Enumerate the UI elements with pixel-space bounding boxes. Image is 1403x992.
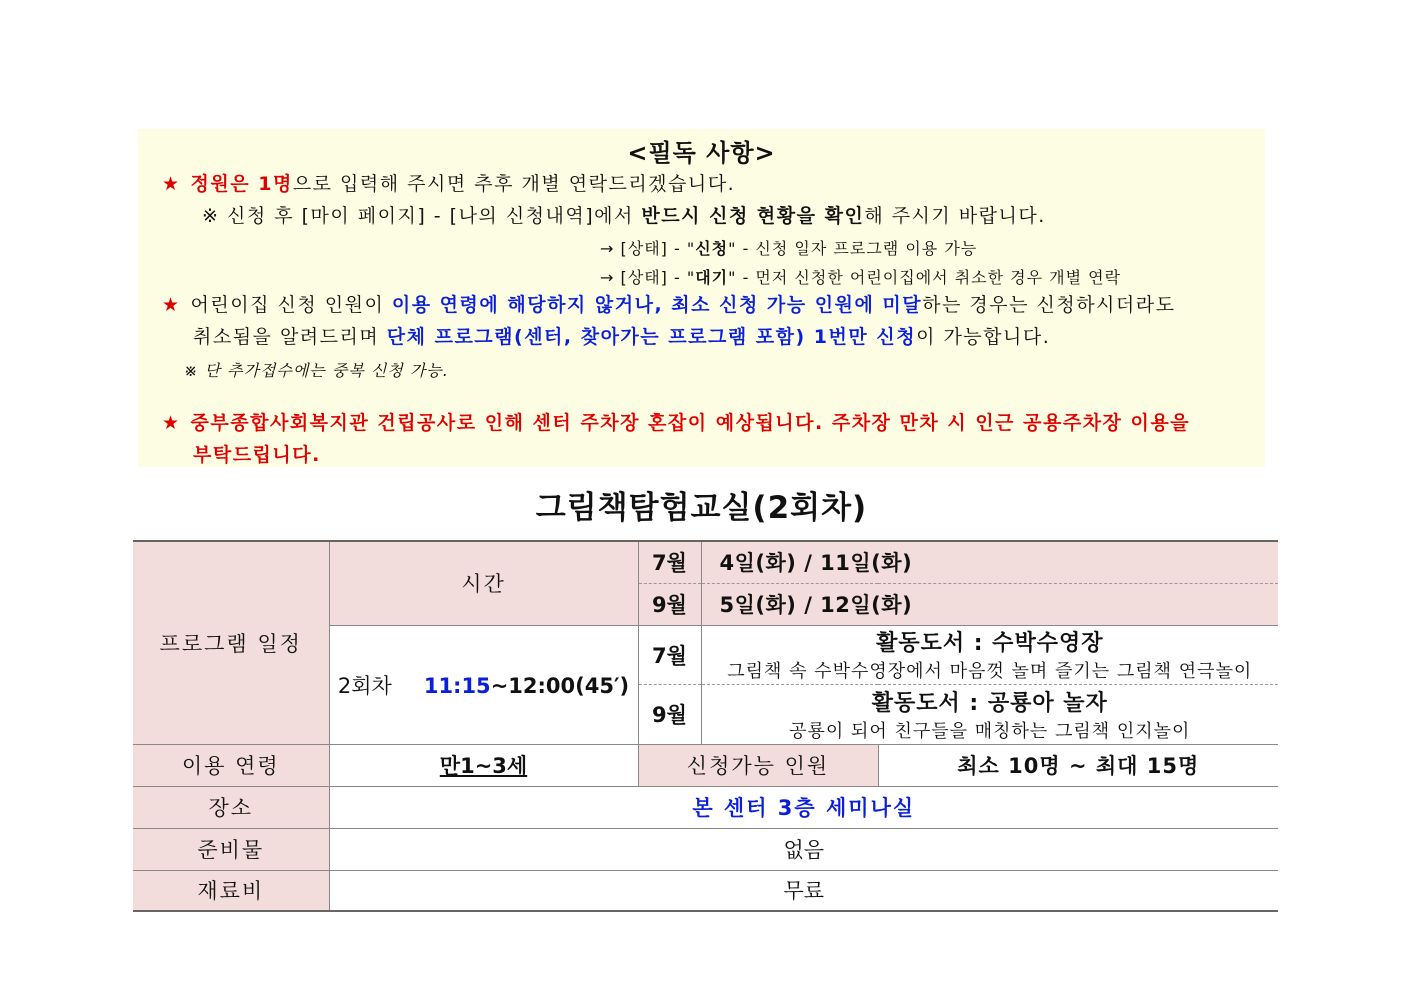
month-label: 9월 <box>638 684 701 744</box>
program-title: 그림책탐험교실(2회차) <box>535 490 868 526</box>
month-label: 7월 <box>638 625 701 684</box>
activity-desc: 그림책 속 수박수영장에서 마음껏 놀며 즐기는 그림책 연극놀이 <box>727 661 1253 682</box>
place-value: 본 센터 3층 세미나실 <box>329 786 1278 828</box>
notice-line-extra: ※ 단 추가접수에는 중복 신청 가능. <box>184 361 449 380</box>
star-icon: ★ <box>162 173 181 195</box>
place-label: 장소 <box>133 786 329 828</box>
notice-line-parking: ★ 중부종합사회복지관 건립공사로 인해 센터 주차장 혼잡이 예상됩니다. 주차장 만차 시 인근 공용주차장 이용을 <box>162 412 1191 434</box>
supplies-label: 준비물 <box>133 828 329 870</box>
age-label: 이용 연령 <box>133 744 329 786</box>
activity-cell <box>701 684 1278 744</box>
notice-line-age: ★ 어린이집 신청 인원이 이용 연령에 해당하지 않거나, 최소 신청 가능 인원에 미달하는 경우는 신청하시더라도 <box>162 294 1176 316</box>
notice-line-status-apply: → [상태] - "신청" - 신청 일자 프로그램 이용 가능 <box>600 239 978 258</box>
star-icon: ★ <box>162 294 181 316</box>
month-dates: 4일(화) / 11일(화) <box>701 541 1278 583</box>
notice-title: <필독 사항> <box>627 139 776 167</box>
month-label: 9월 <box>638 583 701 625</box>
notice-line-cancel: 취소됨을 알려드리며 단체 프로그램(센터, 찾아가는 프로그램 포함) 1번만 신청이 가능합니다. <box>193 326 1051 348</box>
program-table <box>133 540 1278 912</box>
notice-line-capacity: ★ 정원은 1명으로 입력해 주시면 추후 개별 연락드리겠습니다. <box>162 173 736 195</box>
activity-book: 활동도서 : 수박수영장 <box>876 631 1104 656</box>
activity-desc: 공룡이 되어 친구들을 매칭하는 그림책 인지놀이 <box>789 720 1191 742</box>
time-label: 시간 <box>329 541 638 625</box>
fee-value: 무료 <box>329 870 1278 911</box>
age-value: 만1~3세 <box>329 744 638 786</box>
activity-cell <box>701 625 1278 684</box>
star-icon: ★ <box>162 412 181 434</box>
session-time: 2회차 11:15~12:00(45′) <box>329 625 638 744</box>
notice-box <box>138 129 1265 467</box>
notice-line-mypage: ※ 신청 후 [마이 페이지] - [나의 신청내역]에서 반드시 신청 현황을 확인해 주시기 바랍니다. <box>202 205 1046 227</box>
month-dates: 5일(화) / 12일(화) <box>701 583 1278 625</box>
capacity-label: 신청가능 인원 <box>638 744 878 786</box>
schedule-label: 프로그램 일정 <box>133 541 329 744</box>
notice-line-parking-cont: 부탁드립니다. <box>193 444 321 466</box>
month-label: 7월 <box>638 541 701 583</box>
activity-book: 활동도서 : 공룡아 놀자 <box>871 690 1108 716</box>
notice-line-status-wait: → [상태] - "대기" - 먼저 신청한 어린이집에서 취소한 경우 개별 연락 <box>600 268 1122 287</box>
supplies-value: 없음 <box>329 828 1278 870</box>
capacity-value: 최소 10명 ~ 최대 15명 <box>878 744 1278 786</box>
fee-label: 재료비 <box>133 870 329 911</box>
